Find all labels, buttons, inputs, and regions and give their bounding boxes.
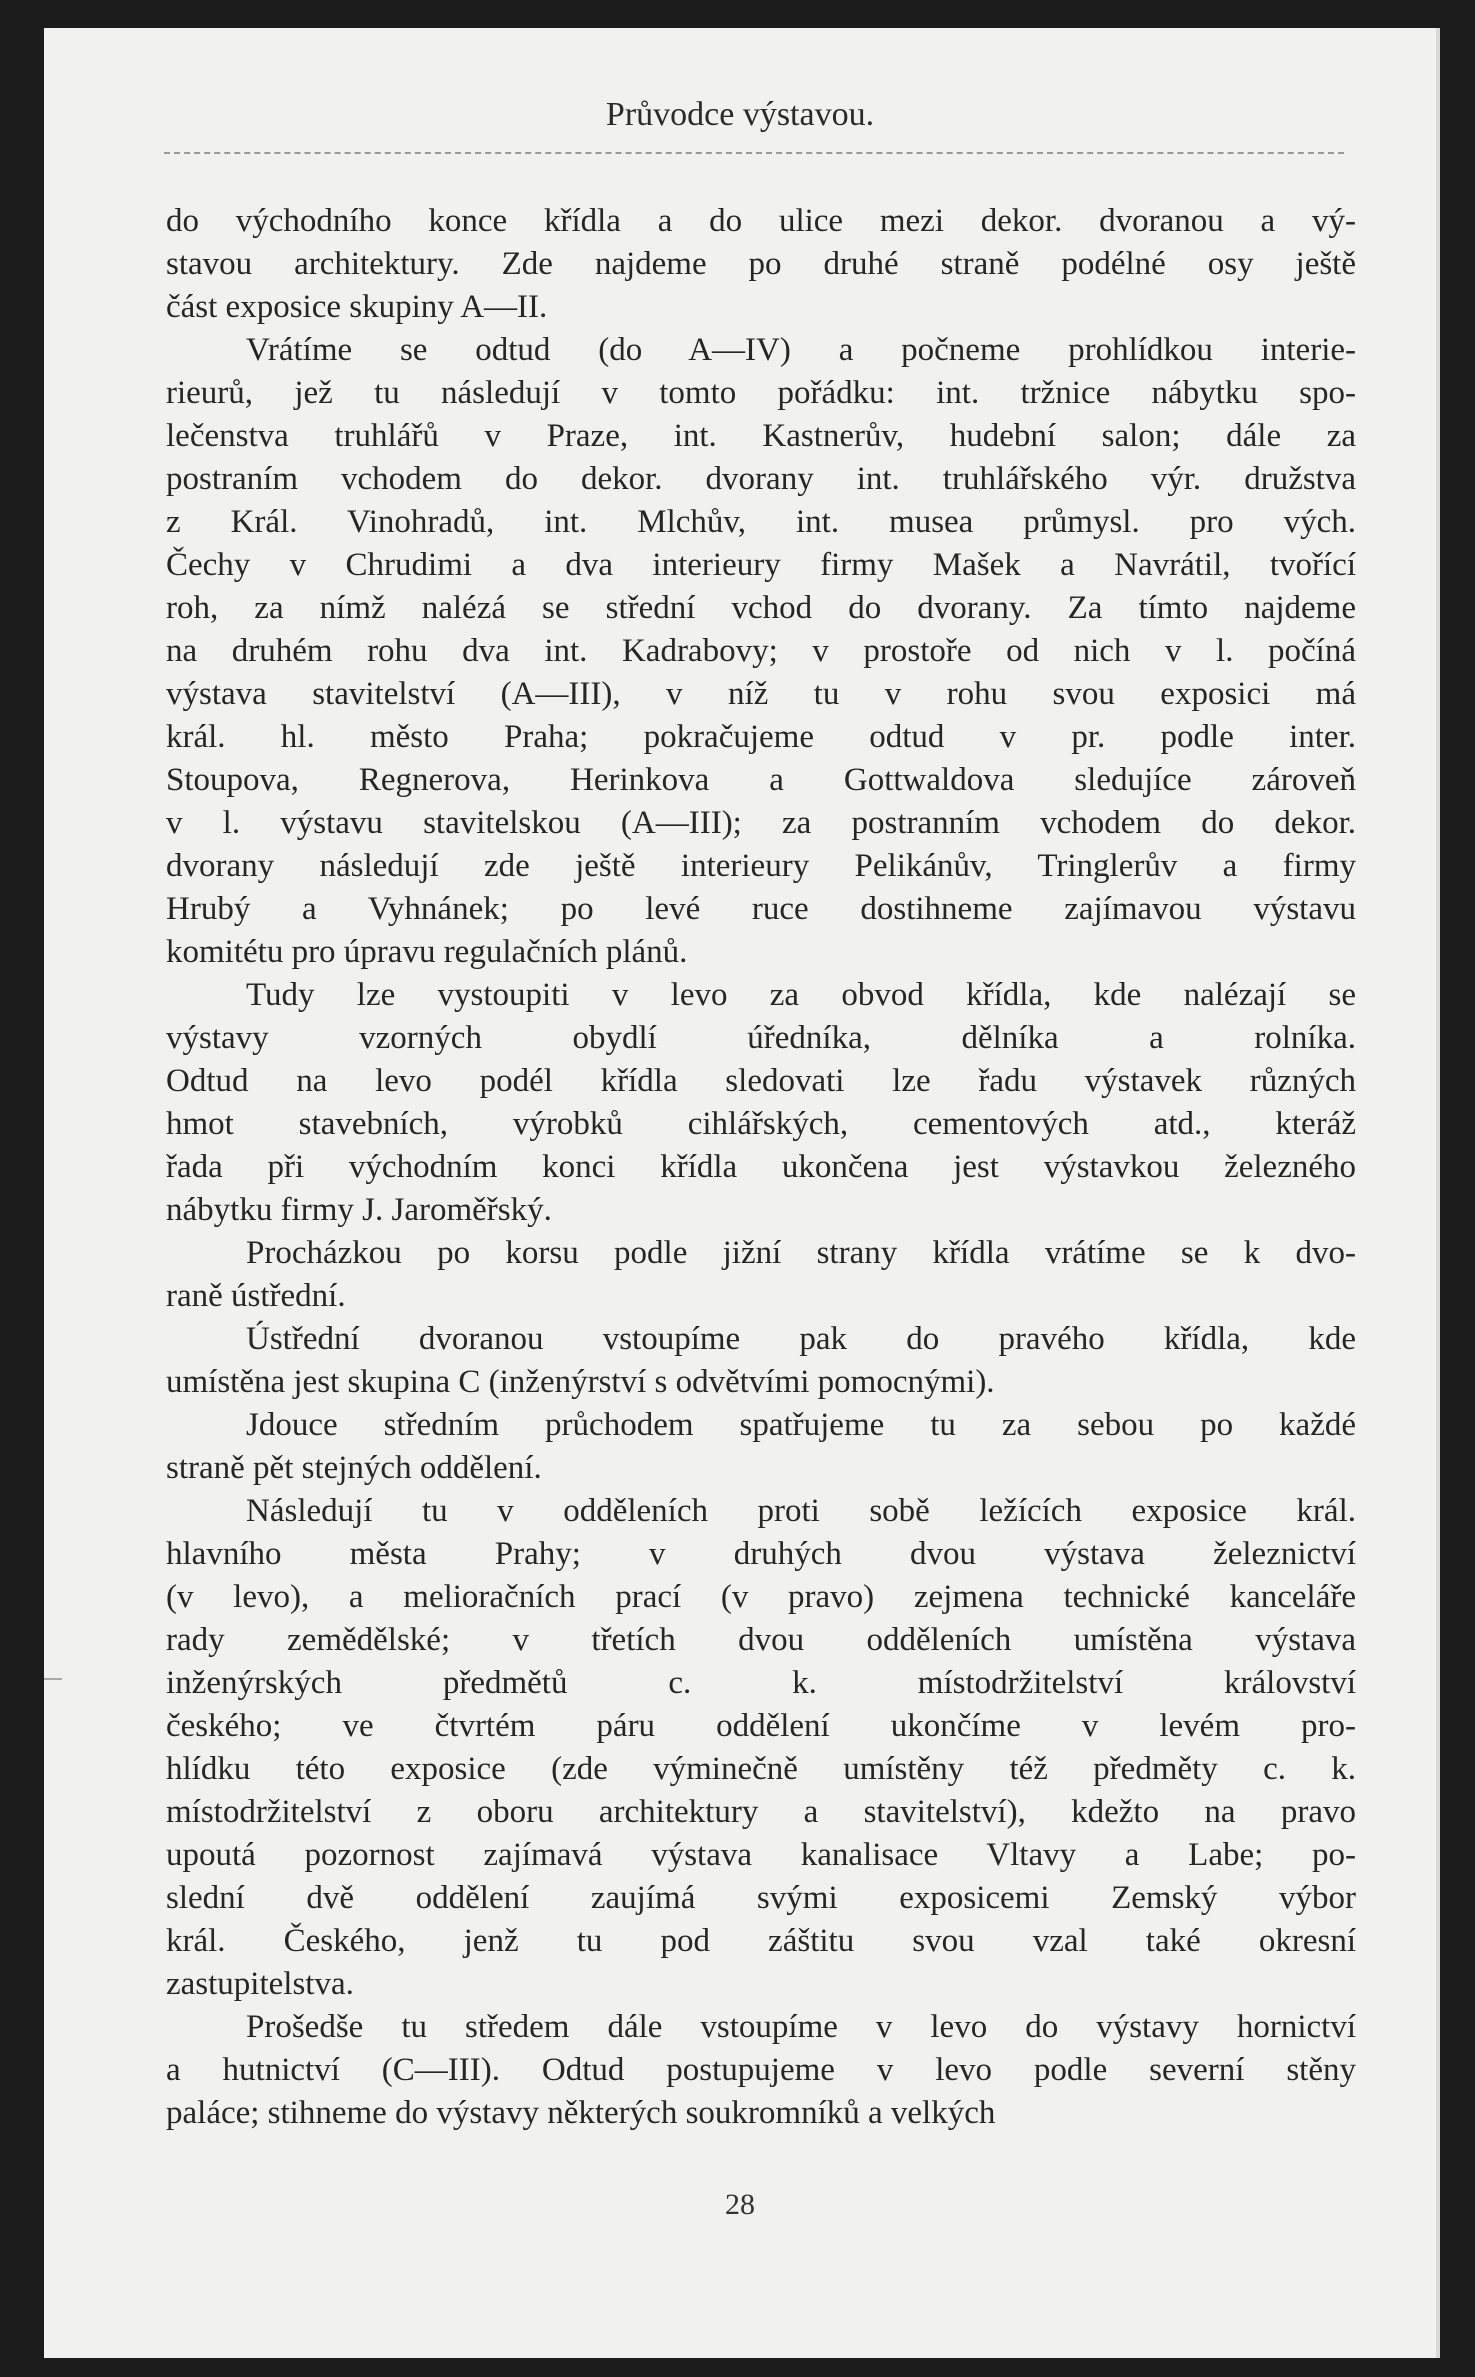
text-line: na druhém rohu dva int. Kadrabovy; v prostoře od nich v l. počíná — [166, 633, 1356, 669]
text-line: slední dvě oddělení zaujímá svými exposicemi Zemský výbor — [166, 1880, 1356, 1916]
text-line: Prošedše tu středem dále vstoupíme v levo do výstavy hornictví — [246, 2009, 1356, 2045]
text-line: lečenstva truhlářů v Praze, int. Kastnerův, hudební salon; dále za — [166, 418, 1356, 454]
text-line: Následují tu v odděleních proti sobě ležících exposice král. — [246, 1493, 1356, 1529]
text-line: Hrubý a Vyhnánek; po levé ruce dostihneme zajímavou výstavu — [166, 891, 1356, 927]
text-line: výstava stavitelství (A—III), v níž tu v rohu svou exposici má — [166, 676, 1356, 712]
text-line: řada při východním konci křídla ukončena jest výstavkou železného — [166, 1149, 1356, 1185]
paragraph — [166, 2006, 1356, 2135]
body-text — [166, 200, 1356, 2135]
page-number: 28 — [725, 2188, 755, 2221]
text-line: straně pět stejných oddělení. — [166, 1450, 542, 1486]
paragraph — [166, 200, 1356, 329]
text-line: místodržitelství z oboru architektury a stavitelství), kdežto na pravo — [166, 1794, 1356, 1830]
text-line: hmot stavebních, výrobků cihlářských, cementových atd., kteráž — [166, 1106, 1356, 1142]
text-line: do východního konce křídla a do ulice mezi dekor. dvoranou a vý- — [166, 203, 1356, 239]
text-line: Stoupova, Regnerova, Herinkova a Gottwaldova sledujíce zároveň — [166, 762, 1356, 798]
text-line: komitétu pro úpravu regulačních plánů. — [166, 934, 688, 970]
text-line: českého; ve čtvrtém páru oddělení ukončíme v levém pro- — [166, 1708, 1356, 1744]
text-line: nábytku firmy J. Jaroměřský. — [166, 1192, 552, 1228]
running-header: Průvodce výstavou. — [605, 96, 875, 133]
paragraph — [166, 1490, 1356, 2006]
paragraph — [166, 974, 1356, 1232]
text-line: upoutá pozornost zajímavá výstava kanalisace Vltavy a Labe; po- — [166, 1837, 1356, 1873]
text-line: dvorany následují zde ještě interieury Pelikánův, Tringlerův a firmy — [166, 848, 1356, 884]
text-line: Jdouce středním průchodem spatřujeme tu za sebou po každé — [246, 1407, 1356, 1443]
text-line: hlídku této exposice (zde výminečně umístěny též předměty c. k. — [166, 1751, 1356, 1787]
paragraph — [166, 1404, 1356, 1490]
text-line: Čechy v Chrudimi a dva interieury firmy Mašek a Navrátil, tvořící — [166, 547, 1356, 583]
text-line: raně ústřední. — [166, 1278, 346, 1314]
text-line: v l. výstavu stavitelskou (A—III); za postranním vchodem do dekor. — [166, 805, 1356, 841]
document-page — [44, 28, 1440, 2358]
text-line: (v levo), a melioračních prací (v pravo) zejmena technické kanceláře — [166, 1579, 1356, 1615]
text-line: umístěna jest skupina C (inženýrství s odvětvími pomocnými). — [166, 1364, 995, 1400]
text-line: rieurů, jež tu následují v tomto pořádku: int. tržnice nábytku spo- — [166, 375, 1356, 411]
text-line: Tudy lze vystoupiti v levo za obvod křídla, kde nalézají se — [246, 977, 1356, 1013]
text-line: inženýrských předmětů c. k. místodržitelství království — [166, 1665, 1356, 1701]
text-line: postraním vchodem do dekor. dvorany int. truhlářského výr. družstva — [166, 461, 1356, 497]
text-line: roh, za nímž nalézá se střední vchod do dvorany. Za tímto najdeme — [166, 590, 1356, 626]
text-line: a hutnictví (C—III). Odtud postupujeme v levo podle severní stěny — [166, 2052, 1356, 2088]
text-line: Procházkou po korsu podle jižní strany křídla vrátíme se k dvo- — [246, 1235, 1356, 1271]
text-line: část exposice skupiny A—II. — [166, 289, 548, 325]
margin-mark — [44, 1678, 62, 1680]
text-line: Vrátíme se odtud (do A—IV) a počneme prohlídkou interie- — [246, 332, 1356, 368]
text-line: z Král. Vinohradů, int. Mlchův, int. musea průmysl. pro vých. — [166, 504, 1356, 540]
text-line: Ústřední dvoranou vstoupíme pak do pravého křídla, kde — [246, 1321, 1356, 1357]
text-line: zastupitelstva. — [166, 1966, 354, 2002]
text-line: stavou architektury. Zde najdeme po druhé straně podélné osy ještě — [166, 246, 1356, 282]
text-line: paláce; stihneme do výstavy některých soukromníků a velkých — [166, 2095, 996, 2131]
paragraph — [166, 1232, 1356, 1318]
paragraph — [166, 1318, 1356, 1404]
text-line: hlavního města Prahy; v druhých dvou výstava železnictví — [166, 1536, 1356, 1572]
header-rule — [164, 152, 1344, 154]
text-line: král. hl. město Praha; pokračujeme odtud v pr. podle inter. — [166, 719, 1356, 755]
text-line: Odtud na levo podél křídla sledovati lze řadu výstavek různých — [166, 1063, 1356, 1099]
text-line: výstavy vzorných obydlí úředníka, dělníka a rolníka. — [166, 1020, 1356, 1056]
text-line: král. Českého, jenž tu pod záštitu svou vzal také okresní — [166, 1923, 1356, 1959]
paragraph — [166, 329, 1356, 974]
text-line: rady zemědělské; v třetích dvou odděleních umístěna výstava — [166, 1622, 1356, 1658]
